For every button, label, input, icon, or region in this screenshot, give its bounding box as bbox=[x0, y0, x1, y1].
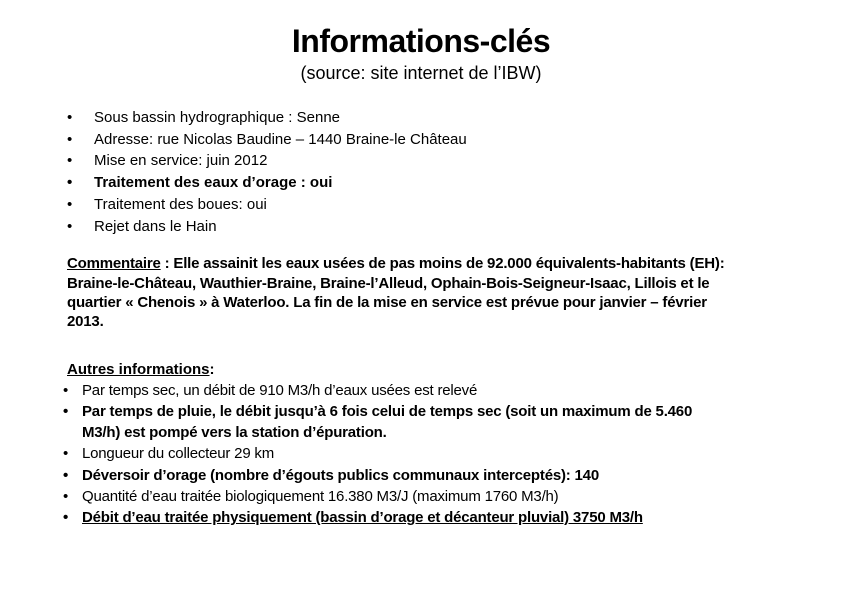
page-subtitle: (source: site internet de l’IBW) bbox=[300, 63, 542, 83]
list-item bbox=[63, 401, 803, 443]
commentaire-text: : Elle assainit les eaux usées de pas moins de 92.000 équivalents-habitants (EH): bbox=[160, 255, 725, 273]
autres-informations-list bbox=[63, 380, 803, 528]
bullet-icon: • bbox=[67, 195, 73, 213]
info-rain-weather-flow bbox=[82, 401, 803, 443]
bullet-icon: • bbox=[67, 130, 73, 148]
fact-sludge-treatment: Traitement des boues: oui bbox=[94, 195, 267, 213]
list-item bbox=[67, 194, 842, 216]
info-dry-weather-flow: Par temps sec, un débit de 910 M3/h d’eaux usées est relevé bbox=[82, 381, 478, 399]
bullet-icon: • bbox=[63, 445, 69, 463]
bullet-icon: • bbox=[63, 487, 69, 505]
info-storm-overflow: Déversoir d’orage (nombre d’égouts publics communaux interceptés): 140 bbox=[82, 466, 599, 484]
bullet-icon: • bbox=[67, 217, 73, 235]
info-physical-treatment: Débit d’eau traitée physiquement (bassin d’orage et décanteur pluvial) 3750 M3/h bbox=[82, 509, 643, 527]
bullet-icon: • bbox=[67, 152, 73, 170]
bullet-icon: • bbox=[67, 174, 73, 192]
commentaire-line bbox=[67, 254, 807, 273]
list-item bbox=[67, 216, 842, 238]
bullet-icon: • bbox=[63, 381, 69, 399]
facts-list bbox=[67, 107, 842, 237]
info-biological-treatment: Quantité d’eau traitée biologiquement 16.380 M3/J (maximum 1760 M3/h) bbox=[82, 487, 559, 505]
bullet-icon: • bbox=[63, 466, 69, 484]
autres-informations-colon: : bbox=[209, 360, 215, 378]
commentaire-label: Commentaire bbox=[67, 255, 161, 273]
commentaire-line: 2013. bbox=[67, 313, 104, 331]
bullet-icon: • bbox=[63, 403, 69, 421]
list-item bbox=[63, 507, 803, 528]
bullet-icon: • bbox=[63, 509, 69, 527]
list-item bbox=[63, 443, 803, 464]
fact-discharge: Rejet dans le Hain bbox=[94, 217, 217, 235]
page-title: Informations-clés bbox=[291, 23, 551, 59]
list-item bbox=[63, 486, 803, 507]
list-item bbox=[63, 465, 803, 486]
info-collector-length: Longueur du collecteur 29 km bbox=[82, 445, 275, 463]
list-item bbox=[67, 150, 842, 172]
commentaire-line: Braine-le-Château, Wauthier-Braine, Braine-l’Alleud, Ophain-Bois-Seigneur-Isaac, Lillois et le bbox=[67, 274, 710, 292]
autres-informations-heading bbox=[67, 359, 842, 380]
fact-address: Adresse: rue Nicolas Baudine – 1440 Braine-le Château bbox=[94, 130, 467, 148]
info-rain-weather-flow-line1: Par temps de pluie, le débit jusqu’à 6 fois celui de temps sec (soit un maximum de 5.460 bbox=[82, 403, 693, 421]
fact-commissioning: Mise en service: juin 2012 bbox=[94, 152, 268, 170]
bullet-icon: • bbox=[67, 109, 73, 126]
list-item bbox=[67, 129, 842, 151]
fact-basin: Sous bassin hydrographique : Senne bbox=[94, 109, 341, 126]
list-item bbox=[67, 172, 842, 194]
list-item bbox=[63, 380, 803, 401]
info-rain-weather-flow-line2: M3/h) est pompé vers la station d’épuration. bbox=[82, 424, 387, 442]
list-item bbox=[67, 107, 842, 129]
autres-informations-label: Autres informations bbox=[67, 360, 210, 378]
commentaire-line: quartier « Chenois » à Waterloo. La fin de la mise en service est prévue pour janvier – février bbox=[67, 294, 707, 312]
commentaire-paragraph bbox=[67, 254, 807, 332]
fact-storm-water-treatment: Traitement des eaux d’orage : oui bbox=[94, 174, 333, 192]
